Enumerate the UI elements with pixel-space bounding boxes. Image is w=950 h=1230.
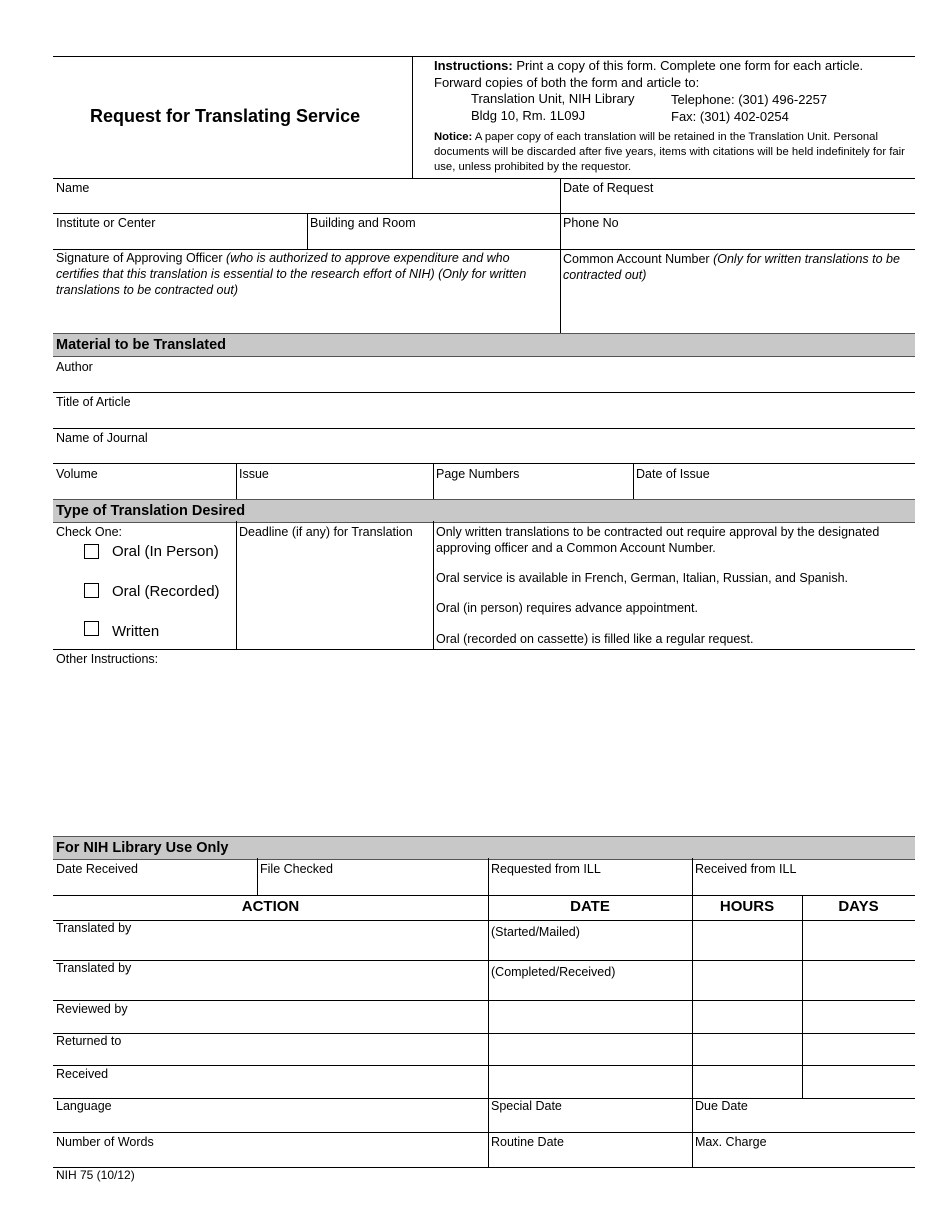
rule — [53, 392, 915, 393]
rule — [53, 1132, 915, 1133]
oral-in-person-label: Oral (In Person) — [112, 543, 219, 560]
journal-label: Name of Journal — [56, 431, 148, 445]
forward-text: Forward copies of both the form and article to: — [434, 75, 700, 90]
rule — [53, 178, 915, 179]
title-of-article-label: Title of Article — [56, 395, 131, 409]
rule — [53, 463, 915, 464]
name-label: Name — [56, 181, 90, 195]
page-numbers-label: Page Numbers — [436, 467, 520, 481]
signature-note: (who is authorized to approve expenditure and who certifies that this translation is essential to the research effort of NIH) (Only for written translations to be contracted out) — [56, 251, 527, 297]
rule — [53, 960, 915, 961]
deadline-label: Deadline (if any) for Translation — [239, 525, 413, 539]
rule — [53, 428, 915, 429]
special-date-label: Special Date — [491, 1099, 562, 1113]
author-label: Author — [56, 360, 93, 374]
action-row-label: Returned to — [56, 1034, 122, 1048]
rule — [53, 213, 915, 214]
routine-date-label: Routine Date — [491, 1135, 564, 1149]
instructions-label: Instructions: — [434, 58, 513, 73]
hours-column-header: HOURS — [719, 898, 775, 915]
date-received-label: Date Received — [56, 862, 138, 876]
divider — [560, 178, 561, 333]
rule — [53, 649, 915, 650]
rule — [53, 895, 915, 896]
rule — [53, 1098, 915, 1099]
issue-label: Issue — [239, 467, 269, 481]
account-note: (Only for written translations to be contracted out) — [563, 252, 900, 282]
action-row-label: Reviewed by — [56, 1002, 128, 1016]
file-checked-label: File Checked — [260, 862, 333, 876]
note-approval: Only written translations to be contracted out require approval by the designated approving officer and a Common Account Number. — [436, 525, 880, 555]
account-label — [563, 251, 911, 283]
written-label: Written — [112, 623, 160, 640]
due-date-label: Due Date — [695, 1099, 748, 1113]
rule — [53, 1000, 915, 1001]
instructions-text: Print a copy of this form. Complete one form for each article. — [516, 58, 864, 73]
rule — [53, 920, 915, 921]
divider — [257, 858, 258, 895]
max-charge-label: Max. Charge — [695, 1135, 767, 1149]
address-line-2: Bldg 10, Rm. 1L09J — [471, 108, 586, 123]
header-divider — [412, 56, 413, 178]
action-row-label: Translated by — [56, 921, 132, 935]
address-line-1: Translation Unit, NIH Library — [471, 91, 635, 106]
material-section-title: Material to be Translated — [56, 337, 227, 353]
divider — [433, 463, 434, 499]
fax: Fax: (301) 402-0254 — [671, 109, 789, 124]
other-instructions-label: Other Instructions: — [56, 652, 159, 666]
building-label: Building and Room — [310, 216, 416, 230]
received-ill-label: Received from ILL — [695, 862, 797, 876]
rule — [53, 1065, 915, 1066]
divider — [633, 463, 634, 499]
library-section-header — [53, 836, 915, 860]
telephone: Telephone: (301) 496-2257 — [671, 92, 828, 107]
institute-label: Institute or Center — [56, 216, 156, 230]
translation-section-header — [53, 499, 915, 523]
requested-ill-label: Requested from ILL — [491, 862, 601, 876]
divider — [433, 521, 434, 649]
note-appointment: Oral (in person) requires advance appointment. — [436, 601, 698, 615]
notice — [434, 130, 912, 175]
form-title: Request for Translating Service — [90, 106, 361, 126]
date-of-request-label: Date of Request — [563, 181, 654, 195]
action-row-label: Translated by — [56, 961, 132, 975]
form-number: NIH 75 (10/12) — [56, 1168, 135, 1182]
notice-text: A paper copy of each translation will be retained in the Translation Unit. Personal documents will be discarded after five years, items with citations will be held indefinitely for fair use, unless prohibited by the requestor. — [434, 131, 905, 173]
oral-recorded-label: Oral (Recorded) — [112, 583, 220, 600]
divider — [802, 895, 803, 1098]
written-checkbox[interactable] — [84, 621, 99, 636]
language-label: Language — [56, 1099, 112, 1113]
divider — [236, 463, 237, 499]
date-column-header: DATE — [570, 898, 610, 915]
rule — [53, 1033, 915, 1034]
days-column-header: DAYS — [838, 898, 879, 915]
check-one-label: Check One: — [56, 525, 123, 539]
header-top-rule — [53, 56, 915, 57]
date-of-issue-label: Date of Issue — [636, 467, 710, 481]
rule — [53, 1167, 915, 1168]
divider — [307, 213, 308, 249]
library-section-title: For NIH Library Use Only — [56, 840, 229, 856]
divider — [236, 521, 237, 649]
action-row-label: Received — [56, 1067, 109, 1081]
material-section-header — [53, 333, 915, 357]
oral-recorded-checkbox[interactable] — [84, 583, 99, 598]
oral-in-person-checkbox[interactable] — [84, 544, 99, 559]
action-column-header: ACTION — [241, 898, 300, 915]
phone-label: Phone No — [563, 216, 619, 230]
signature-label — [56, 250, 554, 298]
note-recorded: Oral (recorded on cassette) is filled like a regular request. — [436, 632, 754, 646]
volume-label: Volume — [56, 467, 98, 481]
date-row-label: (Started/Mailed) — [491, 925, 580, 939]
account-label-text: Common Account Number — [563, 252, 710, 266]
date-row-label: (Completed/Received) — [491, 965, 616, 979]
number-of-words-label: Number of Words — [56, 1135, 154, 1149]
notice-label: Notice: — [434, 131, 473, 143]
signature-label-text: Signature of Approving Officer — [56, 251, 223, 265]
translation-section-title: Type of Translation Desired — [56, 503, 246, 519]
instructions-line — [434, 58, 863, 74]
note-languages: Oral service is available in French, German, Italian, Russian, and Spanish. — [436, 571, 848, 585]
